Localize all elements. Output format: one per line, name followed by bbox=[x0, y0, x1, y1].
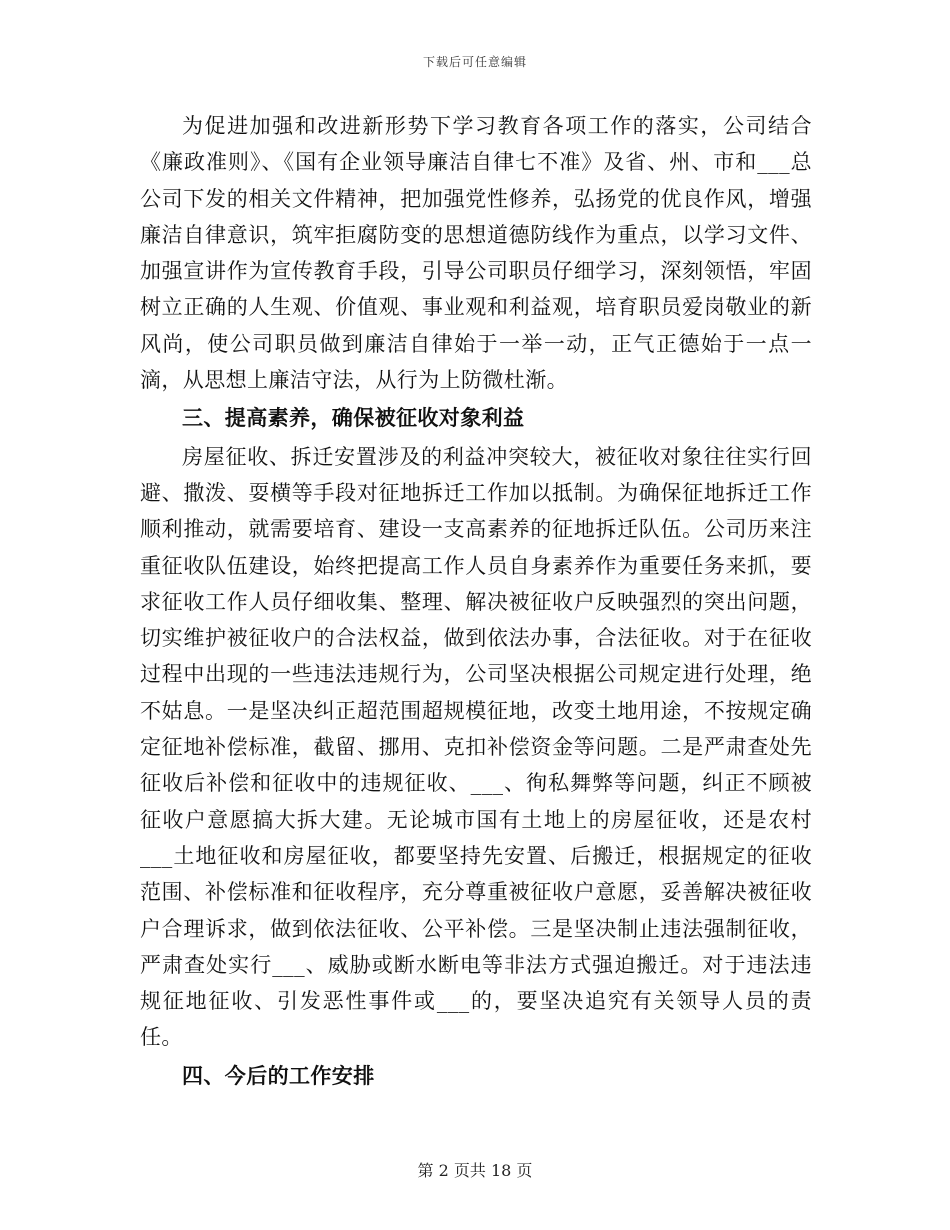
paragraph-study-education: 为促进加强和改进新形势下学习教育各项工作的落实，公司结合《廉政准则》、《国有企业领导廉洁自律七不准》及省、州、市和___总公司下发的相关文件精神，把加强党性修养，弘扬党的优良作风，增强廉洁自律意识，筑牢拒腐防变的思想道德防线作为重点，以学习文件、加强宣讲作为宣传教育手段，引导公司职员仔细学习，深刻领悟，牢固树立正确的人生观、价值观、事业观和利益观，培育职员爱岗敬业的新风尚，使公司职员做到廉洁自律始于一举一动，正气正德始于一点一滴，从思想上廉洁守法，从行为上防微杜渐。 bbox=[140, 114, 812, 393]
page-number-footer: 第 2 页共 18 页 bbox=[417, 1161, 533, 1180]
document-body bbox=[140, 108, 812, 1096]
section-heading-four: 四、今后的工作安排 bbox=[182, 1062, 375, 1088]
paragraph-expropriation-team: 房屋征收、拆迁安置涉及的利益冲突较大，被征收对象往往实行回避、撒泼、耍横等手段对征地拆迁工作加以抵制。为确保征地拆迁工作顺利推动，就需要培育、建设一支高素养的征地拆迁队伍。公司历来注重征收队伍建设，始终把提高工作人员自身素养作为重要任务来抓，要求征收工作人员仔细收集、整理、解决被征收户反映强烈的突出问题，切实维护被征收户的合法权益，做到依法办事，合法征收。对于在征收过程中出现的一些违法违规行为，公司坚决根据公司规定进行处理，绝不姑息。一是坚决纠正超范围超规模征地，改变土地用途，不按规定确定征地补偿标准，截留、挪用、克扣补偿资金等问题。二是严肃查处先征收后补偿和征收中的违规征收、___、徇私舞弊等问题，纠正不顾被征收户意愿搞大拆大建。无论城市国有土地上的房屋征收，还是农村___土地征收和房屋征收，都要坚持先安置、后搬迁，根据规定的征收范围、补偿标准和征收程序，充分尊重被征收户意愿，妥善解决被征收户合理诉求，做到依法征收、公平补偿。三是坚决制止违法强制征收，严肃查处实行___、威胁或断水断电等非法方式强迫搬迁。对于违法违规征地征收、引发恶性事件或___的，要坚决追究有关领导人员的责任。 bbox=[140, 444, 812, 1050]
page-header: 下载后可任意编辑 bbox=[422, 55, 527, 69]
section-heading-three: 三、提高素养，确保被征收对象利益 bbox=[182, 405, 525, 431]
